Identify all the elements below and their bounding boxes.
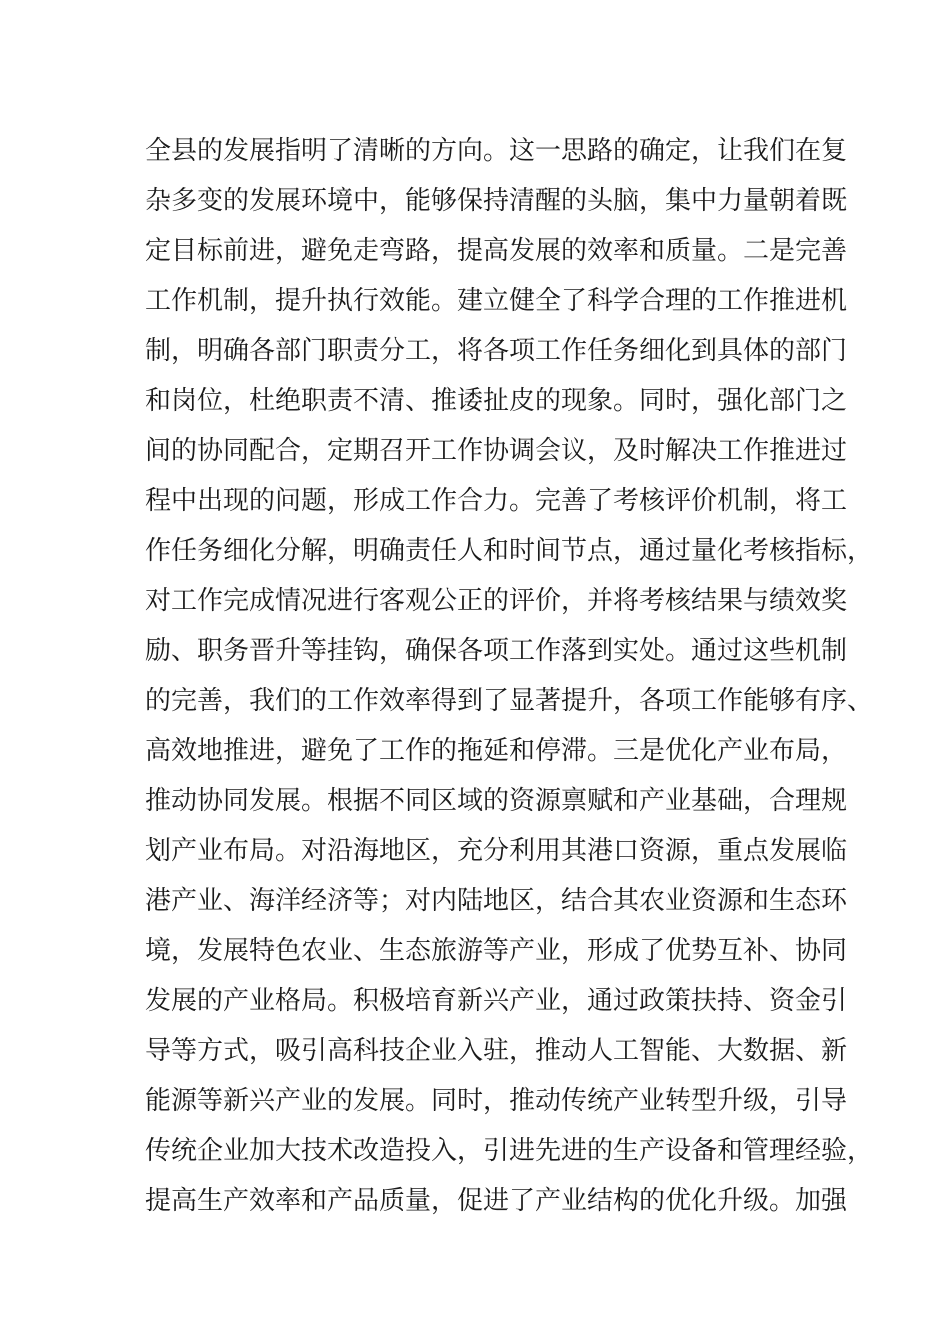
text-line: 能源等新兴产业的发展。同时，推动传统产业转型升级，引导 [145, 1086, 848, 1116]
text-line: 高效地推进，避免了工作的拖延和停滞。三是优化产业布局， [145, 736, 848, 766]
text-line: 导等方式，吸引高科技企业入驻，推动人工智能、大数据、新 [145, 1036, 848, 1066]
text-line: 和岗位，杜绝职责不清、推诿扯皮的现象。同时，强化部门之 [145, 386, 848, 416]
text-line: 励、职务晋升等挂钩，确保各项工作落到实处。通过这些机制 [145, 636, 848, 666]
text-line: 划产业布局。对沿海地区，充分利用其港口资源，重点发展临 [145, 836, 848, 866]
text-line: 作任务细化分解，明确责任人和时间节点，通过量化考核指标， [145, 536, 874, 566]
text-line: 间的协同配合，定期召开工作协调会议，及时解决工作推进过 [145, 436, 848, 466]
text-line: 对工作完成情况进行客观公正的评价，并将考核结果与绩效奖 [145, 586, 848, 616]
text-line: 制，明确各部门职责分工，将各项工作任务细化到具体的部门 [145, 336, 848, 366]
text-line: 传统企业加大技术改造投入，引进先进的生产设备和管理经验， [145, 1136, 874, 1166]
text-line: 工作机制，提升执行效能。建立健全了科学合理的工作推进机 [145, 286, 848, 316]
text-line: 港产业、海洋经济等；对内陆地区，结合其农业资源和生态环 [145, 886, 848, 916]
text-line: 推动协同发展。根据不同区域的资源禀赋和产业基础，合理规 [145, 786, 848, 816]
text-line: 的完善，我们的工作效率得到了显著提升，各项工作能够有序、 [145, 686, 874, 716]
text-line: 定目标前进，避免走弯路，提高发展的效率和质量。二是完善 [145, 236, 848, 266]
text-line: 发展的产业格局。积极培育新兴产业，通过政策扶持、资金引 [145, 986, 848, 1016]
text-line: 杂多变的发展环境中，能够保持清醒的头脑，集中力量朝着既 [145, 186, 848, 216]
text-line: 境，发展特色农业、生态旅游等产业，形成了优势互补、协同 [145, 936, 848, 966]
body-paragraph [145, 126, 874, 1226]
text-line: 全县的发展指明了清晰的方向。这一思路的确定，让我们在复 [145, 136, 848, 166]
text-line: 程中出现的问题，形成工作合力。完善了考核评价机制，将工 [145, 486, 848, 516]
text-line: 提高生产效率和产品质量，促进了产业结构的优化升级。加强 [145, 1186, 848, 1216]
